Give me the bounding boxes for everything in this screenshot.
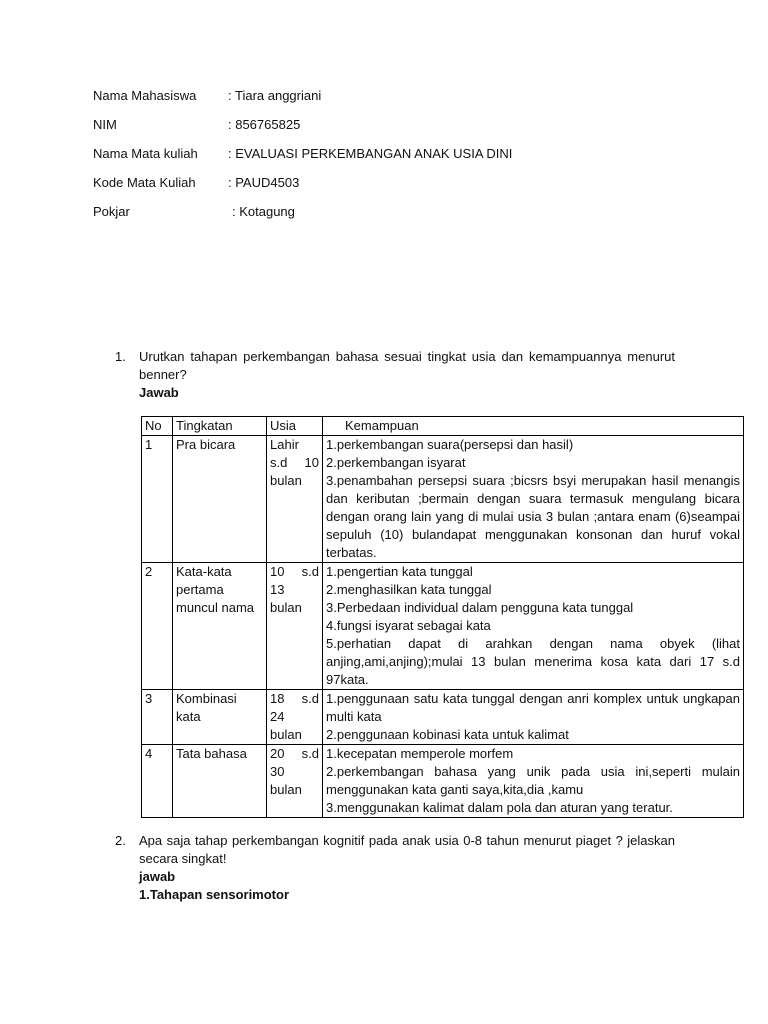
- ability-item: 1.pengertian kata tunggal: [326, 564, 473, 579]
- table-row: [142, 563, 744, 690]
- ability-item: 3.Perbedaan individual dalam pengguna kata tunggal: [326, 600, 634, 615]
- question-text: Urutkan tahapan perkembangan bahasa sesuai tingkat usia dan kemampuannya menurut benner?: [139, 349, 675, 382]
- ability-item: 3.penambahan persepsi suara ;bicsrs bsyi merupakan hasil menangis dan keributan ;bermain dengan suara termasuk mengulang bicara dengan orang lain yang di mulai usia 3 bulan ;antara enam (6)seampai sepuluh (10) bulandapat menggunakan konsonan dan huruf vokal terbatas.: [326, 473, 740, 560]
- info-label: Pokjar: [93, 204, 130, 219]
- column-header: Tingkatan: [173, 417, 267, 436]
- column-header: Usia: [267, 417, 323, 436]
- info-row-pokjar: [93, 203, 693, 232]
- question-number: 1.: [115, 349, 126, 364]
- info-value: : PAUD4503: [228, 175, 300, 190]
- cell-usia: 18 s.d 24 bulan: [267, 690, 323, 745]
- cell-kemampuan: [323, 690, 744, 745]
- ability-item: 1.penggunaan satu kata tunggal dengan anri komplex untuk ungkapan multi kata: [326, 691, 740, 724]
- answer-label: jawab: [139, 869, 176, 884]
- info-label: Kode Mata Kuliah: [93, 175, 196, 190]
- cell-tingkatan: Kombinasi kata: [173, 690, 267, 745]
- cell-tingkatan: Pra bicara: [173, 436, 267, 563]
- column-header: Kemampuan: [323, 417, 744, 436]
- cell-tingkatan: Kata-kata pertama muncul nama: [173, 563, 267, 690]
- cell-usia: Lahir s.d 10 bulan: [267, 436, 323, 563]
- table-row: [142, 690, 744, 745]
- cell-kemampuan: [323, 436, 744, 563]
- info-value: : Tiara anggriani: [228, 88, 322, 103]
- ability-item: 2.perkembangan isyarat: [326, 455, 466, 470]
- question-2: [115, 832, 675, 904]
- cell-kemampuan: [323, 563, 744, 690]
- ability-item: 4.fungsi isyarat sebagai kata: [326, 618, 491, 633]
- table-row: [142, 436, 744, 563]
- answer-label: Jawab: [139, 385, 179, 400]
- info-label: Nama Mahasiswa: [93, 88, 197, 103]
- table-row: [142, 745, 744, 818]
- ability-item: 1.kecepatan memperole morfem: [326, 746, 514, 761]
- ability-item: 3.menggunakan kalimat dalam pola dan aturan yang teratur.: [326, 800, 673, 815]
- info-row-course: [93, 145, 693, 174]
- info-value: : 856765825: [228, 117, 301, 132]
- subheading: 1.Tahapan sensorimotor: [139, 887, 290, 902]
- cell-no: 3: [142, 690, 173, 745]
- cell-usia: 20 s.d 30 bulan: [267, 745, 323, 818]
- cell-kemampuan: [323, 745, 744, 818]
- cell-usia: 10 s.d 13 bulan: [267, 563, 323, 690]
- info-row-name: [93, 87, 693, 116]
- info-row-nim: [93, 116, 693, 145]
- ability-item: 2.perkembangan bahasa yang unik pada usia ini,seperti mulain menggunakan kata ganti saya,kita,dia ,kamu: [326, 764, 740, 797]
- ability-item: 1.perkembangan suara(persepsi dan hasil): [326, 437, 574, 452]
- question-text: Apa saja tahap perkembangan kognitif pada anak usia 0-8 tahun menurut piaget ? jelaskan secara singkat!: [139, 833, 675, 866]
- info-label: NIM: [93, 117, 117, 132]
- info-value: : EVALUASI PERKEMBANGAN ANAK USIA DINI: [228, 146, 513, 161]
- info-row-course-code: [93, 174, 693, 203]
- question-number: 2.: [115, 833, 126, 848]
- table-header-row: [142, 417, 744, 436]
- cell-no: 4: [142, 745, 173, 818]
- cell-no: 1: [142, 436, 173, 563]
- question-1: [115, 348, 675, 402]
- cell-tingkatan: Tata bahasa: [173, 745, 267, 818]
- ability-item: 2.penggunaan kobinasi kata untuk kalimat: [326, 727, 569, 742]
- cell-no: 2: [142, 563, 173, 690]
- info-value: : Kotagung: [232, 204, 295, 219]
- ability-item: 2.menghasilkan kata tunggal: [326, 582, 492, 597]
- ability-item: 5.perhatian dapat di arahkan dengan nama obyek (lihat anjing,ami,anjing);mulai 13 bulan menerima kosa kata dari 17 s.d 97kata.: [326, 636, 740, 687]
- column-header: No: [142, 417, 173, 436]
- info-label: Nama Mata kuliah: [93, 146, 198, 161]
- student-info: [93, 87, 693, 232]
- language-development-table: [141, 416, 744, 818]
